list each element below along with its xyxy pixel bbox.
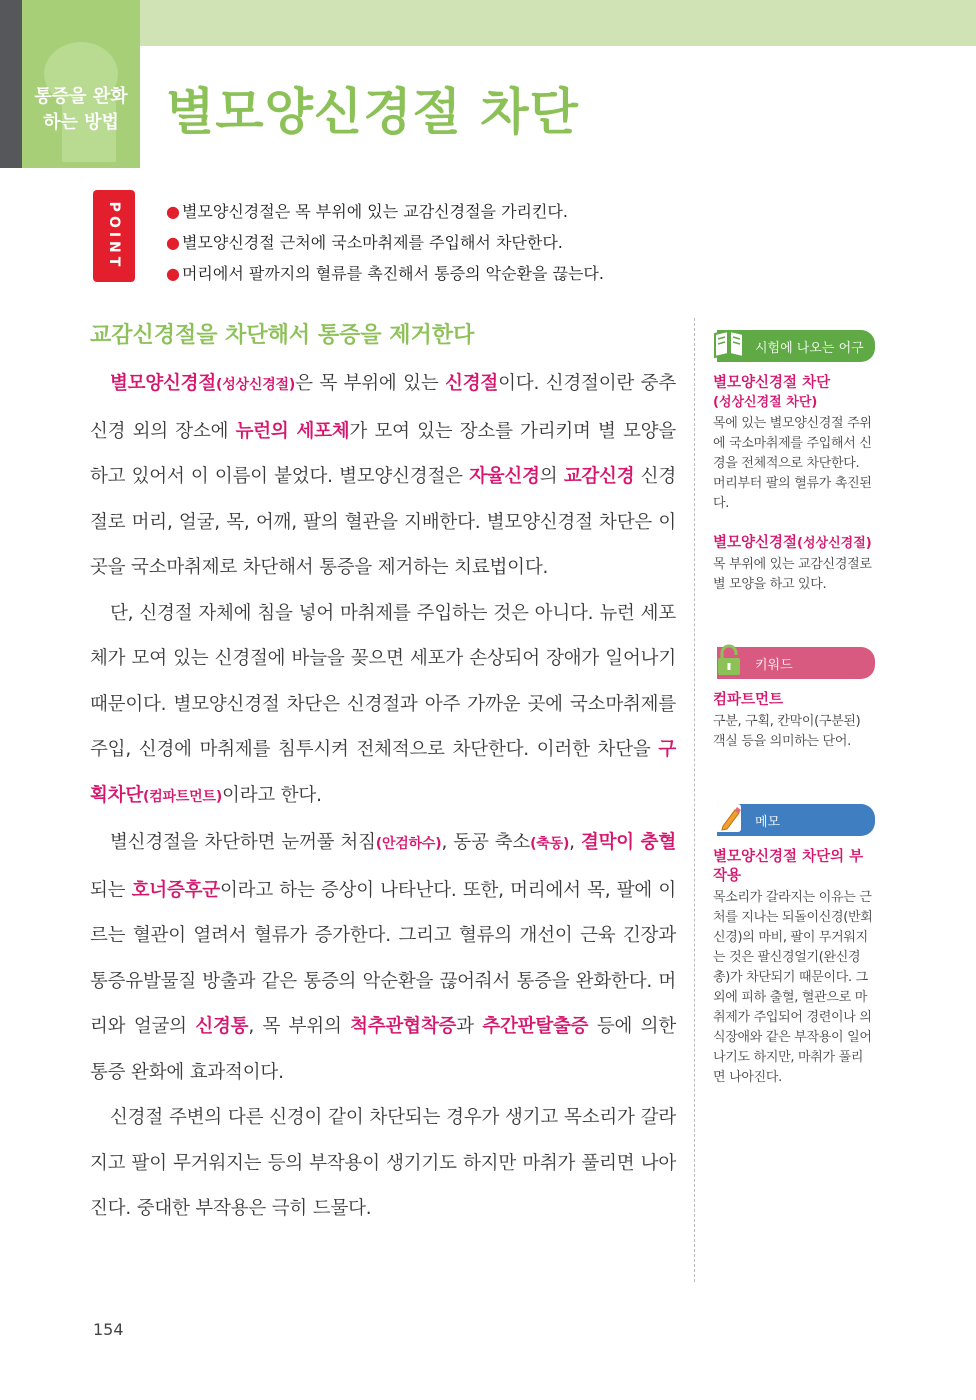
point-list	[166, 196, 604, 289]
section-label: 통증을 완화 하는 방법	[34, 86, 128, 133]
page-title: 별모양신경절 차단	[166, 83, 579, 141]
memo-title: 별모양신경절 차단의 부작용	[713, 849, 864, 884]
point-tag-label: POINT	[106, 201, 122, 271]
open-book-icon	[713, 326, 745, 360]
bullet-dot-icon: ●	[166, 264, 180, 283]
side-term-title: 별모양신경절 차단 (성상신경절 차단)	[713, 375, 831, 410]
sidebar	[713, 330, 875, 1088]
memo-header: 메모	[717, 804, 875, 836]
left-edge-strip	[0, 0, 22, 168]
section-heading: 교감신경절을 차단해서 통증을 제거한다	[90, 323, 475, 348]
exam-terms-header: 시험에 나오는 어구	[717, 330, 875, 362]
body-paragraph: 신경절 주변의 다른 신경이 같이 차단되는 경우가 생기고 목소리가 갈라지고 팔이 무거워지는 등의 부작용이 생기기도 하지만 마취가 풀리면 나아진다. 중대한 부작용은 극히 드물다.	[90, 1107, 676, 1219]
main-content	[90, 318, 676, 1232]
point-item: ● 머리에서 팔까지의 혈류를 촉진해서 통증의 악순환을 끊는다.	[166, 264, 604, 283]
side-term-title: 별모양신경절(성상신경절)	[713, 535, 872, 551]
title-card	[146, 46, 976, 168]
keyword-term-title: 컴파트먼트	[713, 692, 784, 708]
section-badge	[22, 0, 140, 168]
point-item: ● 별모양신경절은 목 부위에 있는 교감신경절을 가리킨다.	[166, 202, 568, 221]
keyword-header: 키워드	[717, 647, 875, 679]
pencil-icon	[713, 800, 745, 834]
page-number: 154	[93, 1320, 124, 1339]
bullet-dot-icon: ●	[166, 202, 180, 221]
point-item: ● 별모양신경절 근처에 국소마취제를 주입해서 차단한다.	[166, 233, 563, 252]
body-paragraph: 별신경절을 차단하면 눈꺼풀 처짐(안검하수), 동공 축소(축동), 결막이 충혈되는 호너증후군이라고 하는 증상이 나타난다. 또한, 머리에서 목, 팔에 이르는 혈관이 열려서 혈류가 증가한다. 그리고 혈류의 개선이 근육 긴장과 통증유발물질 방출과 같은 통증의 악순환을 끊어줘서 통증을 완화한다. 머리와 얼굴의 신경통, 목 부위의 척추관협착증과 추간판탈출증 등에 의한 통증 완화에 효과적이다.	[90, 832, 676, 1083]
side-term-desc: 목에 있는 별모양신경절 주위에 국소마취제를 주입해서 신경을 전체적으로 차단한다. 머리부터 팔의 혈류가 촉진된다.	[713, 416, 872, 511]
keyword-term-desc: 구분, 구획, 칸막이(구분된) 객실 등을 의미하는 단어.	[713, 714, 861, 749]
point-tag	[93, 190, 135, 282]
body-paragraph: 단, 신경절 자체에 침을 넣어 마취제를 주입하는 것은 아니다. 뉴런 세포체가 모여 있는 신경절에 바늘을 꽂으면 세포가 손상되어 장애가 일어나기 때문이다. 별모양신경절 차단은 신경절과 아주 가까운 곳에 국소마취제를 주입, 신경에 마취제를 침투시켜 전체적으로 차단한다. 이러한 차단을 구획차단(컴파트먼트)이라고 한다.	[90, 602, 676, 806]
bullet-dot-icon: ●	[166, 233, 180, 252]
header-band	[0, 0, 976, 46]
column-divider	[694, 318, 695, 1282]
memo-desc: 목소리가 갈라지는 이유는 근처를 지나는 되돌이신경(반회신경)의 마비, 팔이 무거워지는 것은 팔신경얼기(완신경총)가 차단되기 때문이다. 그 외에 피하 출혈, 혈관으로 마취제가 주입되어 경련이나 의식장애와 같은 부작용이 일어나기도 하지만, 마취가 풀리면 나아진다.	[713, 890, 873, 1085]
lock-icon	[713, 643, 745, 677]
side-term-desc: 목 부위에 있는 교감신경절로 별 모양을 하고 있다.	[713, 557, 872, 592]
body-paragraph: 별모양신경절(성상신경절)은 목 부위에 있는 신경절이다. 신경절이란 중추 신경 외의 장소에 뉴런의 세포체가 모여 있는 장소를 가리키며 별 모양을 하고 있어서 이 이름이 붙었다. 별모양신경절은 자율신경의 교감신경 신경절로 머리, 얼굴, 목, 어깨, 팔의 혈관을 지배한다. 별모양신경절 차단은 이곳을 국소마취제로 차단해서 통증을 제거하는 치료법이다.	[90, 373, 677, 578]
